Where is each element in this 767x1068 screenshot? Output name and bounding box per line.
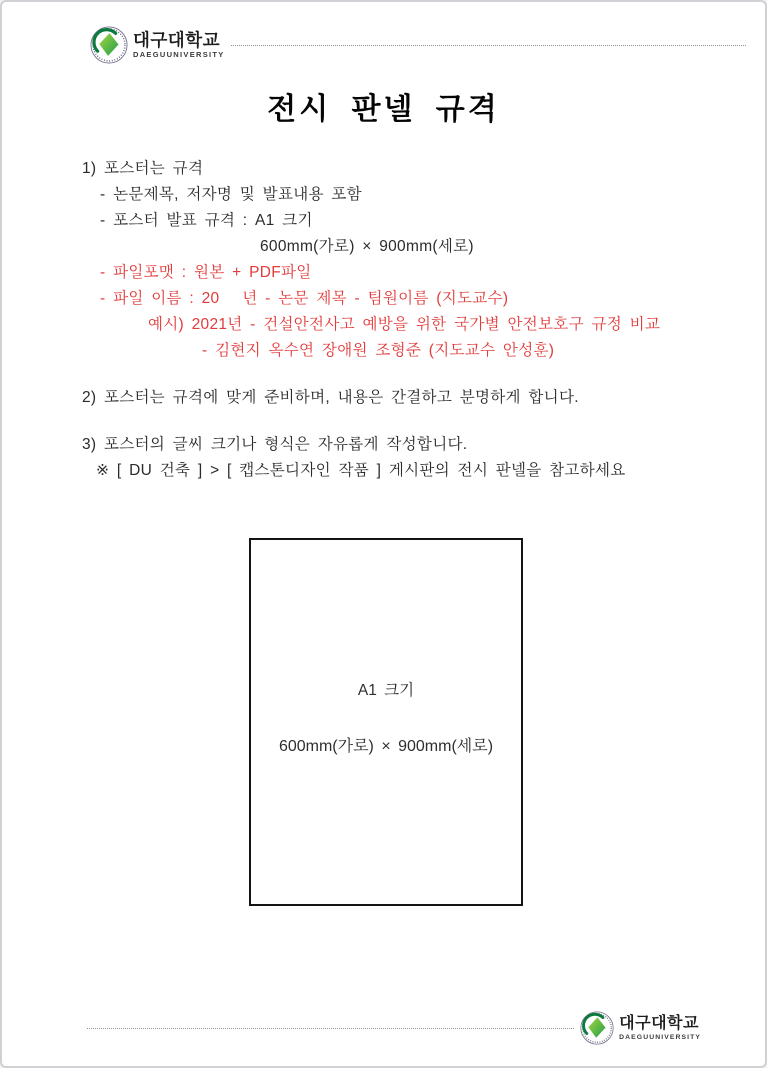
item3-heading: 3) 포스터의 글씨 크기나 형식은 자유롭게 작성합니다. bbox=[82, 436, 468, 453]
page-header bbox=[90, 26, 746, 64]
document-title: 전시 판넬 규격 bbox=[267, 93, 500, 126]
footer-university-logo bbox=[580, 1011, 701, 1045]
panel-size-label: A1 크기 bbox=[357, 682, 415, 699]
item1-heading: 1) 포스터는 규격 bbox=[82, 160, 204, 177]
item1-example-authors: - 김현지 옥수연 장애원 조형준 (지도교수 안성훈) bbox=[202, 342, 555, 359]
footer-university-emblem-icon bbox=[580, 1011, 614, 1045]
item1-line-size: 600mm(가로) × 900mm(세로) bbox=[260, 238, 474, 255]
item1-line-filename: - 파일 이름 : 20 년 - 논문 제목 - 팀원이름 (지도교수) bbox=[100, 290, 509, 307]
item1-line-content: - 논문제목, 저자명 및 발표내용 포함 bbox=[100, 186, 362, 203]
item1-line-format: - 포스터 발표 규격 : A1 크기 bbox=[100, 212, 313, 229]
panel-dimensions-label: 600mm(가로) × 900mm(세로) bbox=[278, 738, 494, 755]
university-logo-text bbox=[133, 31, 225, 59]
footer-logo-korean-name: 대구대학교 bbox=[619, 1014, 699, 1032]
university-logo bbox=[90, 26, 225, 64]
university-emblem-icon bbox=[90, 26, 128, 64]
item2-heading: 2) 포스터는 규격에 맞게 준비하며, 내용은 간결하고 분명하게 합니다. bbox=[82, 389, 579, 406]
a1-panel-box bbox=[249, 538, 523, 906]
item1-line-fileformat: - 파일포맷 : 원본 + PDF파일 bbox=[100, 264, 312, 281]
header-dotted-divider bbox=[231, 45, 746, 46]
footer-logo-english-name: DAEGUUNIVERSITY bbox=[619, 1033, 701, 1041]
page-footer bbox=[87, 1004, 701, 1052]
item1-example-title: 예시) 2021년 - 건설안전사고 예방을 위한 국가별 안전보호구 규정 비교 bbox=[148, 316, 661, 333]
footer-dotted-divider bbox=[87, 1028, 574, 1029]
logo-korean-name: 대구대학교 bbox=[133, 30, 221, 50]
logo-english-name: DAEGUUNIVERSITY bbox=[133, 50, 225, 59]
document-body bbox=[82, 152, 737, 484]
footer-logo-text bbox=[619, 1015, 701, 1042]
item3-note: ※ [ DU 건축 ] > [ 캡스톤디자인 작품 ] 게시판의 전시 판넬을 참고하세요 bbox=[96, 462, 626, 479]
